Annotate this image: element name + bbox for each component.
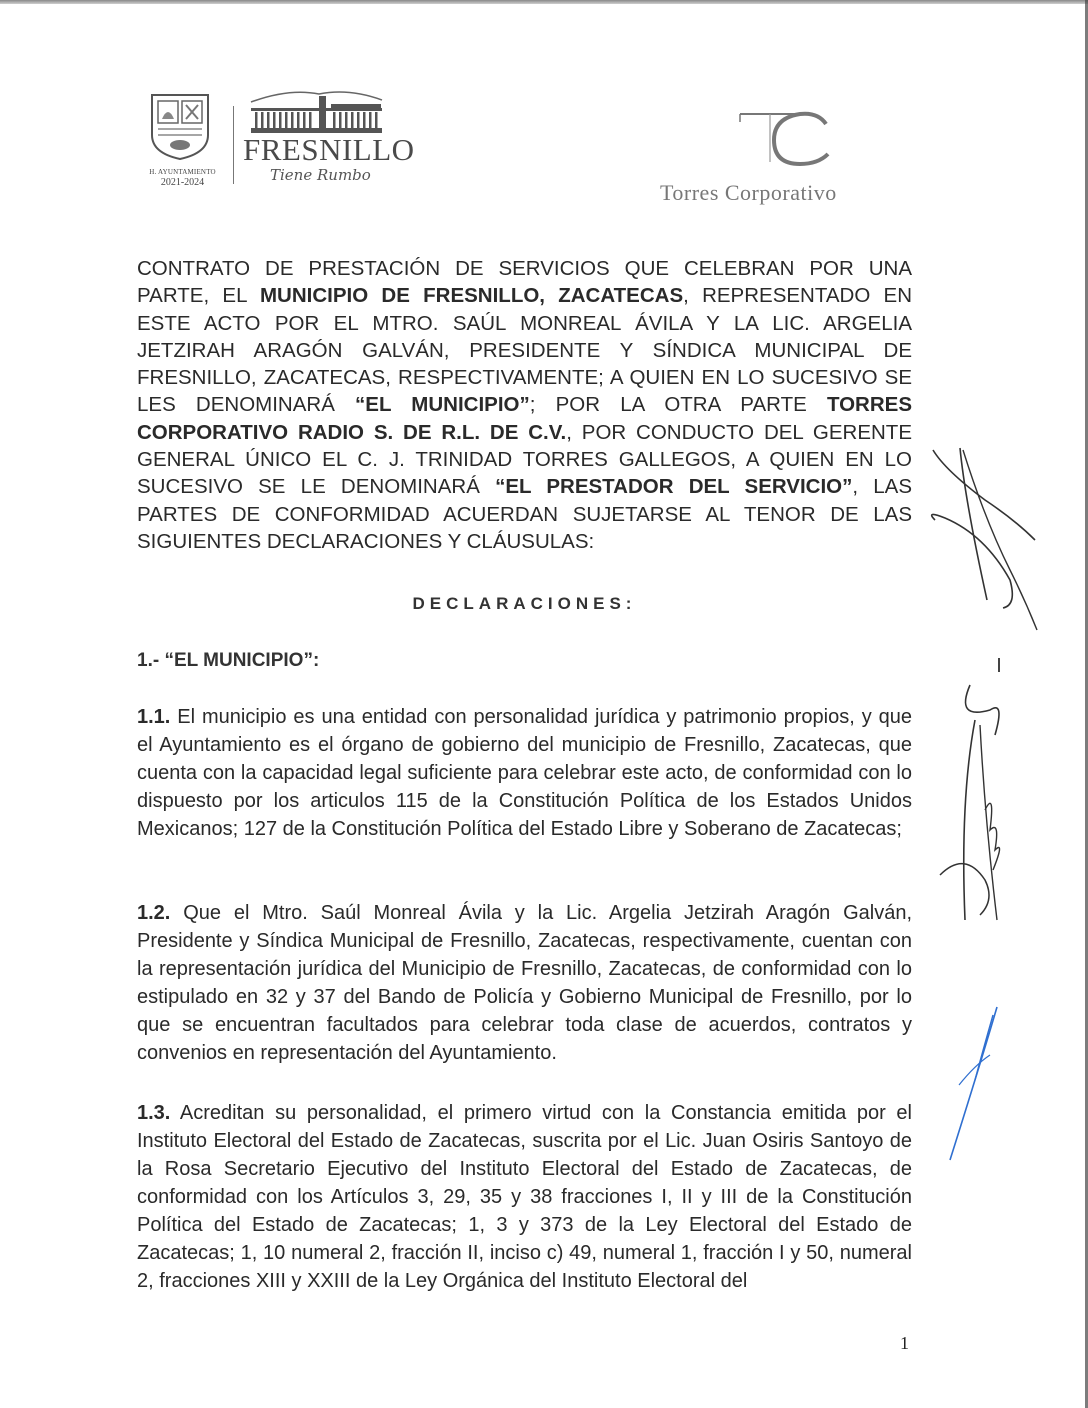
clause-number: 1.2. [137,902,171,924]
municipal-shield-icon [148,91,212,161]
declaration-1-3 [137,1099,912,1295]
intro-text: , REPRESENTADO EN ESTE ACTO POR EL MTRO. SAÚL MONREAL ÁVILA Y LA LIC. ARGELIA JETZIRAH ARAGÓN GALVÁN, PRESIDENTE Y SÍNDICA MUNICIPAL DE FRESNILLO, ZACATECAS, RESPECTIVAMENTE; A QUIEN EN LO SUCESIVO SE LES DENOMINARÁ [137,284,913,417]
signature-3-blue-icon [945,1005,1005,1165]
municipio-alias: “EL MUNICIPIO” [355,393,530,417]
party-provider-name: TORRES CORPORATIVO RADIO S. DE R.L. DE C.V. [137,393,912,444]
torres-corporativo-logo [660,108,910,208]
administration-period: 2021-2024 [160,177,205,188]
torres-corporativo-name: Torres Corporativo [660,180,837,205]
contract-intro [137,255,912,555]
intro-text: , POR CONDUCTO DEL GERENTE GENERAL ÚNICO EL C. J. TRINIDAD TORRES GALLEGOS, A QUIEN EN LO SUCESIVO SE LE DENOMINARÁ [137,420,912,499]
party-municipio-name: MUNICIPIO DE FRESNILLO, ZACATECAS [259,284,684,308]
declarations-title: DECLARACIONES: [412,594,637,613]
city-skyline-icon [249,88,384,136]
signature-1-icon [925,440,1055,640]
declaration-1-2 [137,899,912,1067]
tc-monogram-icon [738,110,833,168]
signature-mark [998,658,1000,672]
fresnillo-logo [145,88,415,188]
fresnillo-tagline: Tiene Rumbo [270,166,371,184]
declaration-1-1 [137,703,912,843]
ayuntamiento-label: H. AYUNTAMIENTO [149,168,216,176]
intro-text: ; POR LA OTRA PARTE [529,393,827,417]
clause-text: Acreditan su personalidad, el primero virtud con la Constancia emitida por el Instituto Electoral del Estado de Zacatecas, suscrita por el Lic. Juan Osiris Santoyo de la Rosa Secretario Ejecutivo del Instituto Electoral del Estado de Zacatecas, de conformidad con los Artículos 3, 29, 35 y 38 fracciones I, II y III de la Constitución Política del Estado de Zacatecas; 1, 3 y 373 de la Ley Electoral del Estado de Zacatecas; 1, 10 numeral 2, fracción II, inciso c) 49, numeral 1, fracción I y 50, numeral 2, fracciones XIII y XXIII de la Ley Orgánica del Instituto Electoral del [137,1102,912,1292]
page-number: 1 [900,1333,909,1353]
clause-text: Que el Mtro. Saúl Monreal Ávila y la Lic. Argelia Jetzirah Aragón Galván, Presidente y Síndica Municipal de Fresnillo, Zacatecas, respectivamente, cuentan con la representación jurídica del Municipio de Fresnillo, Zacatecas, de conformidad con lo estipulado en 32 y 37 del Bando de Policía y Gobierno Municipal de Fresnillo, por lo que se encuentran facultados para celebrar toda clase de acuerdos, contratos y convenios en representación del Ayuntamiento. [137,902,912,1064]
section-1-heading: 1.- “EL MUNICIPIO”: [137,650,320,671]
signature-2-icon [935,680,1025,930]
scan-edge-top [0,0,1088,4]
intro-text: , LAS PARTES DE CONFORMIDAD ACUERDAN SUJETARSE AL TENOR DE LAS SIGUIENTES DECLARACIONES Y CLÁUSULAS: [137,475,913,553]
clause-number: 1.1. [137,706,171,728]
clause-text: El municipio es una entidad con personalidad jurídica y patrimonio propios, y que el Ayuntamiento es el órgano de gobierno del municipio de Fresnillo, Zacatecas, que cuenta con la capacidad legal suficiente para celebrar este acto, de conformidad con lo dispuesto por los articulos 115 de la Constitución Política de los Estados Unidos Mexicanos; 127 de la Constitución Política del Estado Libre y Soberano de Zacatecas; [137,706,912,840]
intro-text: CONTRATO DE PRESTACIÓN DE SERVICIOS QUE CELEBRAN POR UNA PARTE, EL [137,257,912,308]
clause-number: 1.3. [137,1102,171,1124]
fresnillo-wordmark: FRESNILLO [243,132,415,167]
logo-divider [233,106,234,184]
provider-alias: “EL PRESTADOR DEL SERVICIO” [495,475,853,499]
